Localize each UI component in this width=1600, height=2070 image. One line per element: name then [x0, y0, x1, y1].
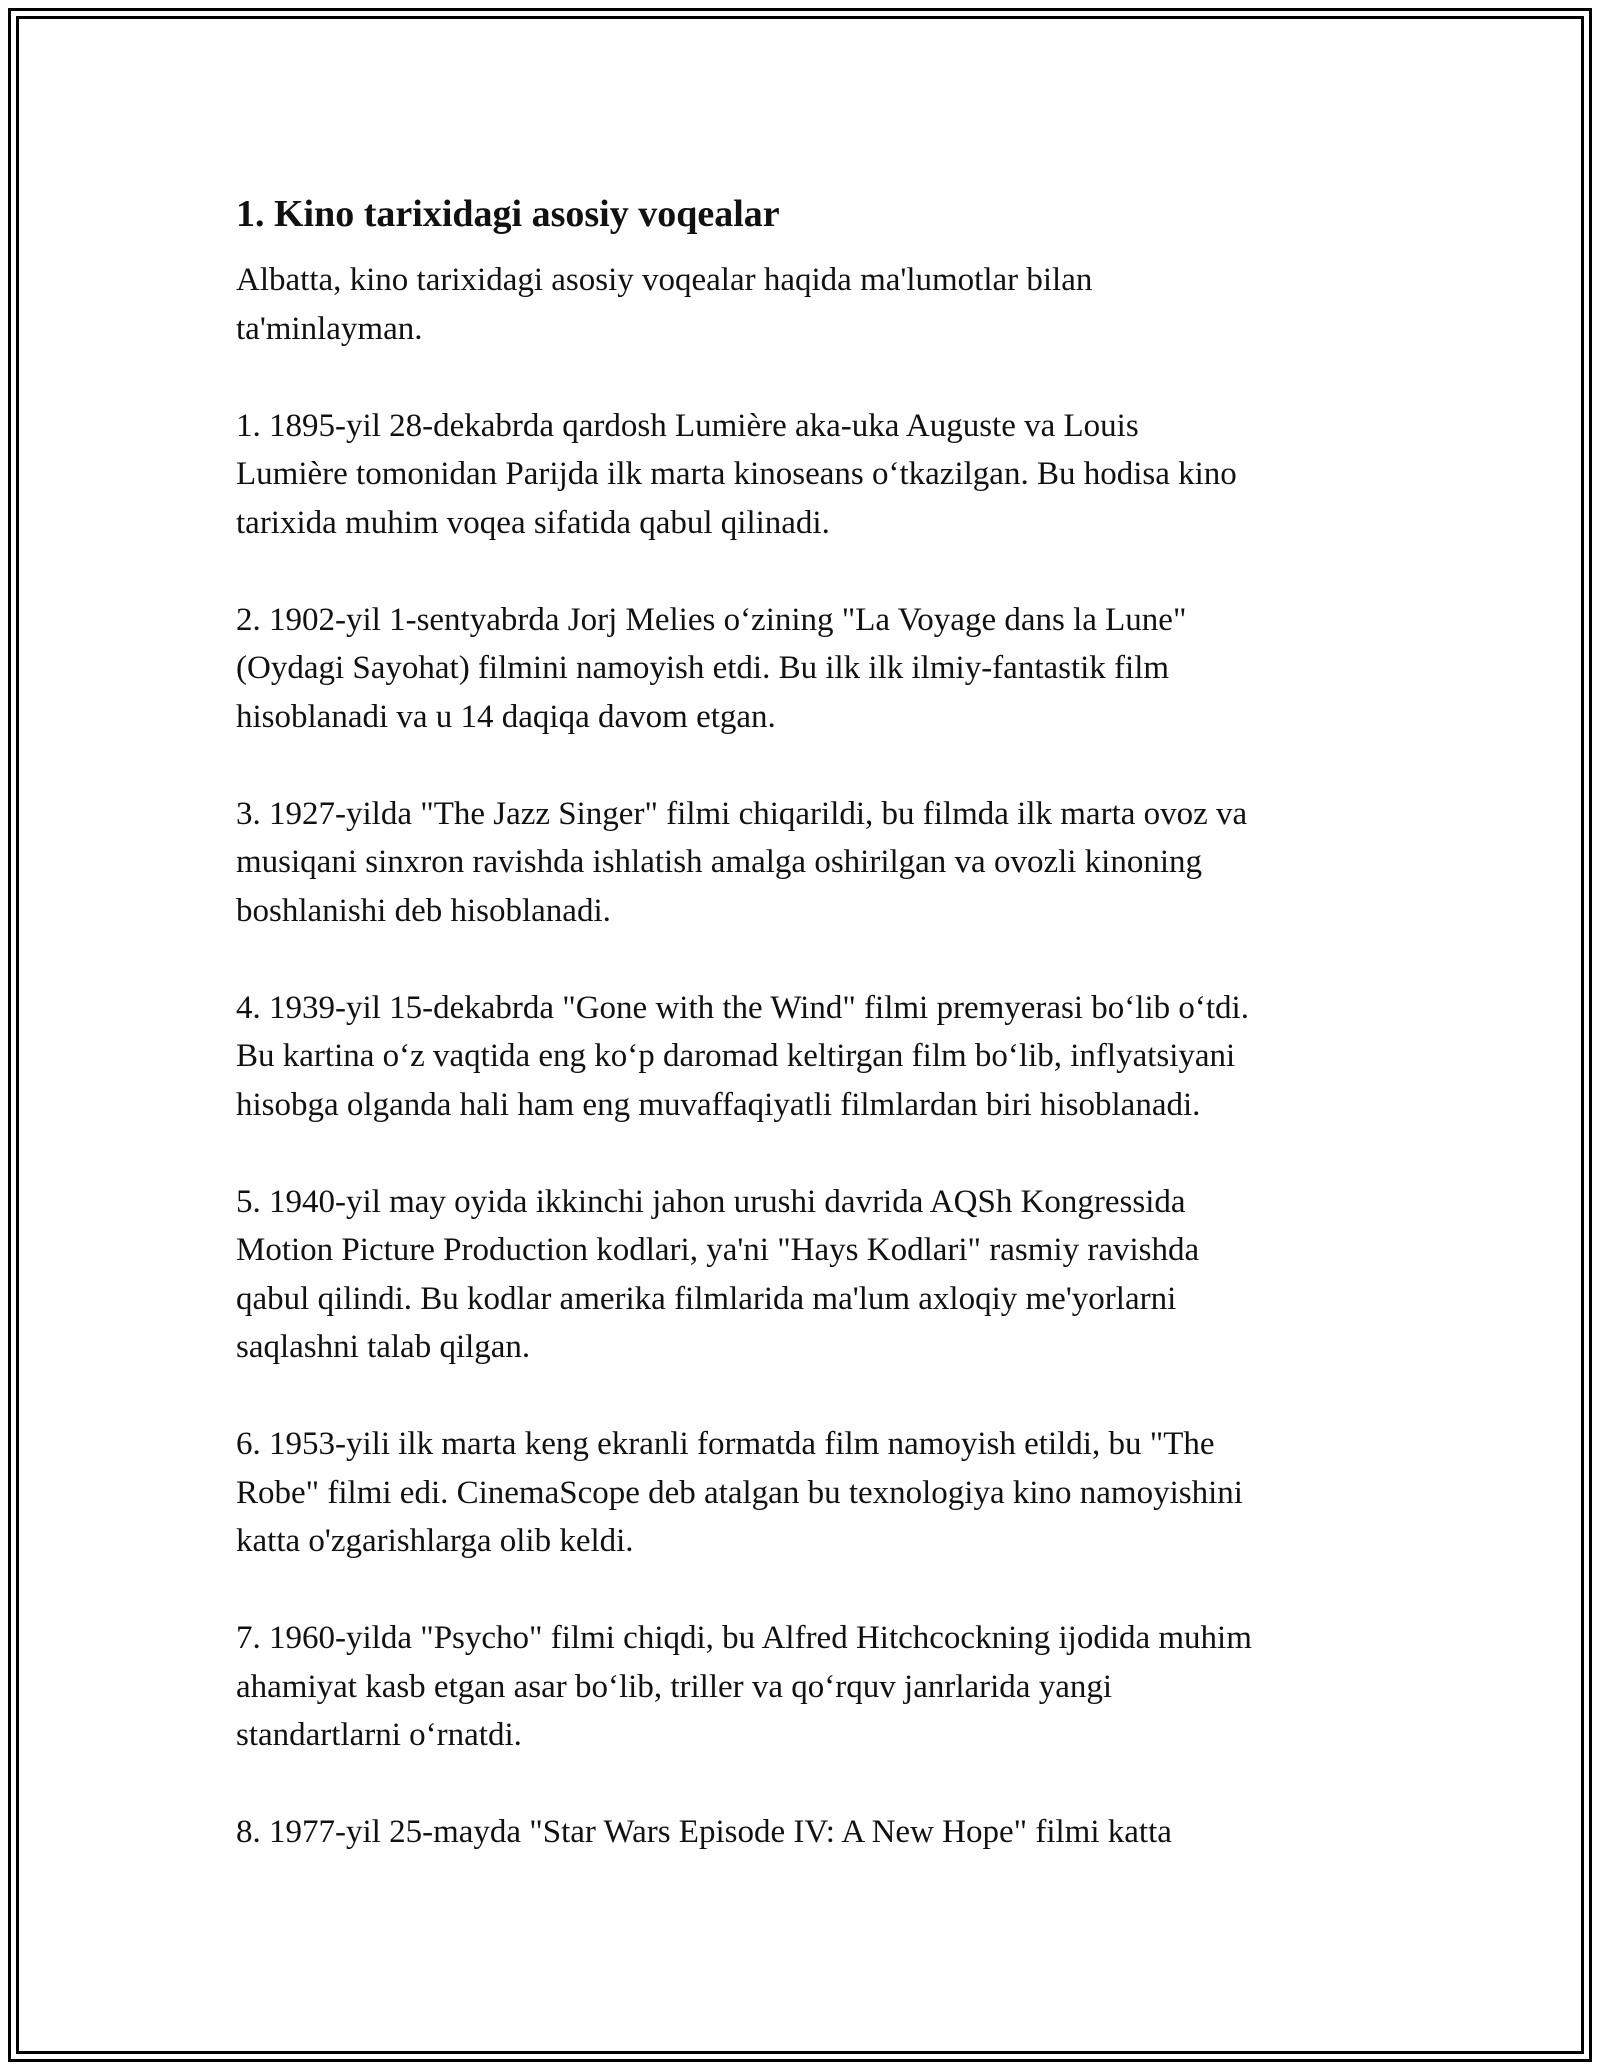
paragraph-line: ta'minlayman. [236, 310, 423, 347]
list-item-4 [236, 984, 1386, 1130]
paragraph-line: 6. 1953-yili ilk marta keng ekranli formatda film namoyish etildi, bu "The [236, 1426, 1215, 1462]
paragraph-line: 5. 1940-yil may oyida ikkinchi jahon urushi davrida AQSh Kongressida [236, 1183, 1186, 1220]
paragraph-line: 1. 1895-yil 28-dekabrda qardosh Lumière aka-uka Auguste va Louis [236, 407, 1139, 444]
document-body [236, 188, 1386, 1905]
paragraph-line: Albatta, kino tarixidagi asosiy voqealar haqida ma'lumotlar bilan [236, 262, 1093, 298]
paragraph-intro [236, 256, 1386, 353]
paragraph-line: 3. 1927-yilda "The Jazz Singer" filmi chiqarildi, bu filmda ilk marta ovoz va [236, 795, 1248, 832]
list-item-6 [236, 1420, 1386, 1566]
document-title: 1. Kino tarixidagi asosiy voqealar [236, 193, 780, 235]
list-item-5 [236, 1178, 1386, 1372]
paragraph-line: qabul qilindi. Bu kodlar amerika filmlarida ma'lum axloqiy me'yorlarni [236, 1280, 1177, 1317]
paragraph-line: 4. 1939-yil 15-dekabrda "Gone with the Wind" filmi premyerasi bo‘lib o‘tdi. [236, 989, 1249, 1026]
paragraph-line: (Oydagi Sayohat) filmini namoyish etdi. Bu ilk ilk ilmiy-fantastik film [236, 650, 1170, 686]
paragraph-line: standartlarni o‘rnatdi. [236, 1717, 522, 1753]
paragraph-line: katta o'zgarishlarga olib keldi. [236, 1523, 634, 1559]
paragraph-line: hisobga olganda hali ham eng muvaffaqiyatli filmlardan biri hisoblanadi. [236, 1086, 1201, 1123]
paragraph-line: Lumière tomonidan Parijda ilk marta kinoseans o‘tkazilgan. Bu hodisa kino [236, 456, 1237, 492]
paragraph-line: 8. 1977-yil 25-mayda "Star Wars Episode IV: A New Hope" filmi katta [236, 1814, 1172, 1850]
list-item-8 [236, 1808, 1386, 1857]
paragraph-line: Bu kartina o‘z vaqtida eng ko‘p daromad keltirgan film bo‘lib, inflyatsiyani [236, 1038, 1236, 1074]
list-item-2 [236, 596, 1386, 742]
paragraph-line: ahamiyat kasb etgan asar bo‘lib, triller va qo‘rquv janrlarida yangi [236, 1668, 1113, 1705]
paragraph-line: hisoblanadi va u 14 daqiqa davom etgan. [236, 698, 776, 735]
list-item-3 [236, 790, 1386, 936]
paragraph-line: 2. 1902-yil 1-sentyabrda Jorj Melies o‘zining "La Voyage dans la Lune" [236, 601, 1187, 638]
paragraph-line: boshlanishi deb hisoblanadi. [236, 892, 611, 929]
paragraph-line: musiqani sinxron ravishda ishlatish amalga oshirilgan va ovozli kinoning [236, 844, 1203, 880]
paragraph-line: Robe" filmi edi. CinemaScope deb atalgan bu texnologiya kino namoyishini [236, 1474, 1243, 1511]
list-item-1 [236, 402, 1386, 548]
paragraph-line: 7. 1960-yilda "Psycho" filmi chiqdi, bu Alfred Hitchcockning ijodida muhim [236, 1620, 1252, 1656]
paragraph-line: tarixida muhim voqea sifatida qabul qilinadi. [236, 504, 830, 541]
list-item-7 [236, 1614, 1386, 1760]
paragraph-line: Motion Picture Production kodlari, ya'ni "Hays Kodlari" rasmiy ravishda [236, 1232, 1200, 1268]
paragraph-line: saqlashni talab qilgan. [236, 1329, 531, 1365]
